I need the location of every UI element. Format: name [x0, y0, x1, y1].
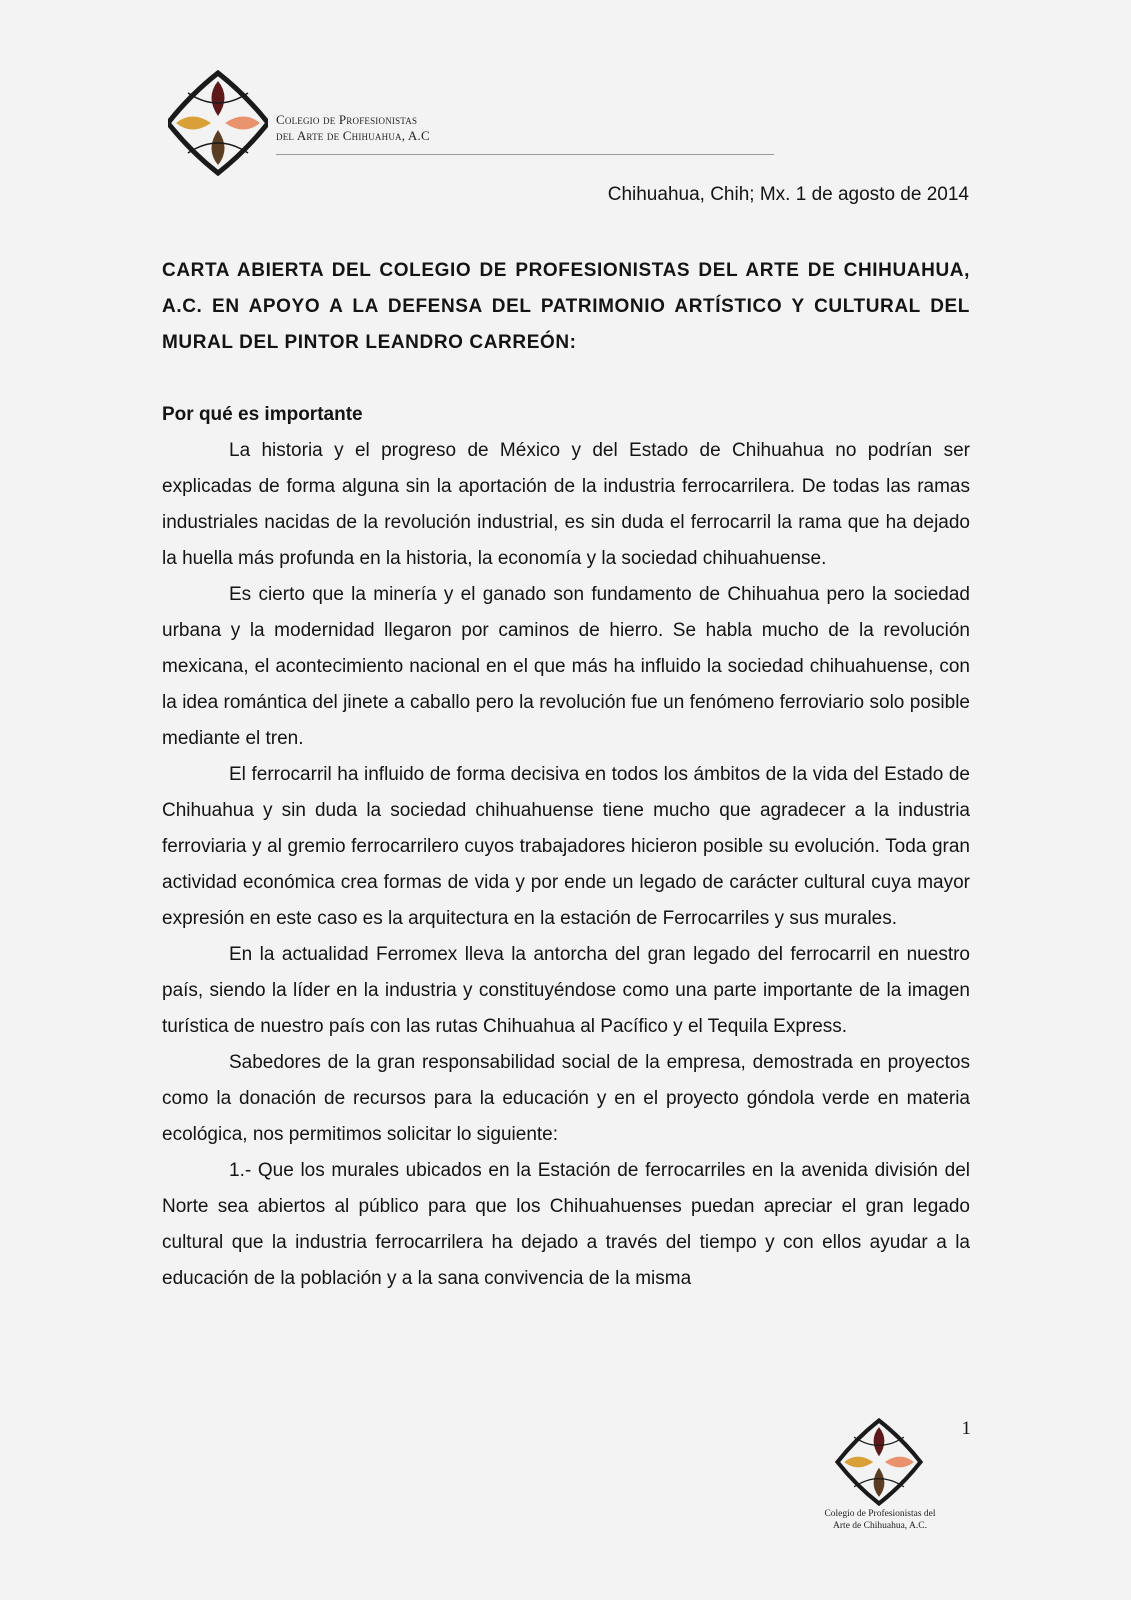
- footer-logo: [820, 1418, 960, 1532]
- paragraph: En la actualidad Ferromex lleva la antorcha del gran legado del ferrocarril en nuestro país, siendo la líder en la industria y constituyéndose como una parte importante de la imagen turística de nuestro país con las rutas Chihuahua al Pacífico y el Tequila Express.: [162, 944, 970, 1037]
- org-name-line-1: Colegio de Profesionistas: [276, 112, 418, 127]
- org-name: [276, 112, 430, 144]
- paragraph: Sabedores de la gran responsabilidad social de la empresa, demostrada en proyectos como la donación de recursos para la educación y en el proyecto góndola verde en materia ecológica, nos permitimos solicitar lo siguiente:: [162, 1052, 970, 1145]
- paragraph: 1.- Que los murales ubicados en la Estación de ferrocarriles en la avenida división del Norte sea abiertos al público para que los Chihuahuenses puedan apreciar el gran legado cultural que la industria ferrocarrilera ha dejado a través del tiempo y con ellos ayudar a la educación de la población y a la sana convivencia de la misma: [162, 1160, 970, 1289]
- letter-body: [162, 253, 970, 1297]
- header-logo: [168, 70, 608, 182]
- emblem-icon: [168, 70, 268, 176]
- header-rule: [276, 154, 774, 155]
- org-name-line-2: del Arte de Chihuahua, A.C: [276, 128, 430, 143]
- footer-org-name-line-2: Arte de Chihuahua, A.C.: [833, 1521, 927, 1531]
- section-heading: Por qué es importante: [162, 404, 363, 425]
- paragraph: La historia y el progreso de México y del Estado de Chihuahua no podrían ser explicadas de forma alguna sin la aportación de la industria ferrocarrilera. De todas las ramas industriales nacidas de la revolución industrial, es sin duda el ferrocarril la rama que ha dejado la huella más profunda en la historia, la economía y la sociedad chihuahuense.: [162, 440, 970, 569]
- paragraph: Es cierto que la minería y el ganado son fundamento de Chihuahua pero la sociedad urbana y la modernidad llegaron por caminos de hierro. Se habla mucho de la revolución mexicana, el acontecimiento nacional en el que más ha influido la sociedad chihuahuense, con la idea romántica del jinete a caballo pero la revolución fue un fenómeno ferroviario solo posible mediante el tren.: [162, 584, 970, 749]
- footer-org-name: [820, 1508, 940, 1532]
- letter-title: CARTA ABIERTA DEL COLEGIO DE PROFESIONISTAS DEL ARTE DE CHIHUAHUA, A.C. EN APOYO A LA DEFENSA DEL PATRIMONIO ARTÍSTICO Y CULTURAL DEL MURAL DEL PINTOR LEANDRO CARREÓN:: [162, 260, 970, 353]
- letter-date: Chihuahua, Chih; Mx. 1 de agosto de 2014: [607, 184, 969, 205]
- page-number: 1: [961, 1418, 971, 1439]
- emblem-icon: [834, 1418, 924, 1506]
- paragraph: El ferrocarril ha influido de forma decisiva en todos los ámbitos de la vida del Estado de Chihuahua y sin duda la sociedad chihuahuense tiene mucho que agradecer a la industria ferroviaria y al gremio ferrocarrilero cuyos trabajadores hicieron posible su evolución. Toda gran actividad económica crea formas de vida y por ende un legado de carácter cultural cuya mayor expresión en este caso es la arquitectura en la estación de Ferrocarriles y sus murales.: [162, 764, 970, 929]
- footer-org-name-line-1: Colegio de Profesionistas del: [824, 1509, 936, 1519]
